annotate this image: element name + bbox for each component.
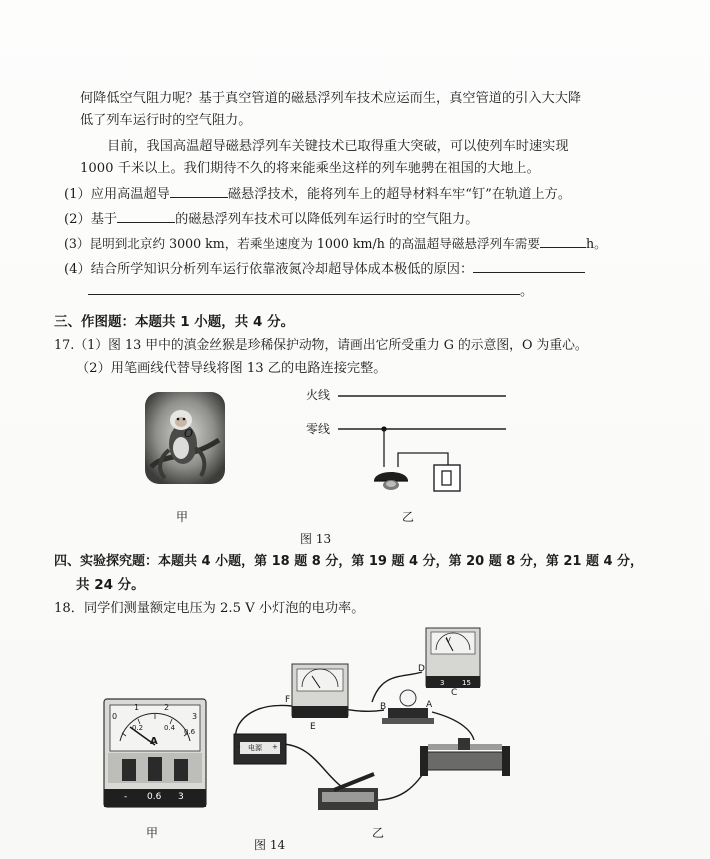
q16-part-1-text-a: (1）应用高温超导 <box>64 187 170 202</box>
fig14-caption: 图 14 <box>254 838 286 852</box>
q17-part-1: 17.（1）图 13 甲中的滇金丝猴是珍稀保护动物，请画出它所受重力 G 的示意图，O 为重心。 <box>54 338 588 353</box>
answer-blank-3[interactable] <box>540 234 586 248</box>
live-wire-label: 火线 <box>306 388 331 402</box>
q16-part-4-text-a: (4）结合所学知识分析列车运行依靠液氮冷却超导体成本极低的原因： <box>64 262 474 277</box>
voltmeter-terminal-15: 15 <box>462 679 471 687</box>
passage-line-4: 1000 千米以上。我们期待不久的将来能乘坐这样的列车驰骋在祖国的大地上。 <box>80 161 540 176</box>
point-label-d: D <box>418 664 425 674</box>
point-label-f: F <box>285 695 291 705</box>
ammeter-tick-0: 0 <box>112 712 118 721</box>
ammeter-tick-1: 1 <box>134 703 140 712</box>
fig13-label-yi: 乙 <box>402 510 415 524</box>
q16-part-2-text-b: 的磁悬浮列车技术可以降低列车运行时的空气阻力。 <box>175 212 479 227</box>
ammeter-tick-0-2: 0.2 <box>132 724 144 732</box>
q16-part-3 <box>64 234 607 253</box>
point-label-e: E <box>310 722 316 732</box>
ammeter-terminal-minus: - <box>124 792 128 802</box>
q16-part-1 <box>64 184 571 204</box>
battery-minus: - <box>238 743 241 751</box>
ammeter-tick-0-6: 0.6 <box>184 728 196 736</box>
q17-part-2: （2）用笔画线代替导线将图 13 乙的电路连接完整。 <box>76 361 387 376</box>
ammeter-symbol: A <box>150 736 158 747</box>
q16-part-3-text-b: h。 <box>585 236 607 251</box>
answer-blank-1[interactable] <box>170 184 228 198</box>
q16-part-3-text-a: (3）昆明到北京约 3000 km，若乘坐速度为 1000 km/h 的高温超导磁悬浮列车需要 <box>64 236 540 251</box>
q16-part-4 <box>64 259 585 279</box>
fig14-label-jia: 甲 <box>146 826 159 840</box>
neutral-wire-label: 零线 <box>306 422 331 436</box>
switch-icon[interactable] <box>434 465 460 491</box>
answer-blank-4a[interactable] <box>473 259 585 273</box>
ammeter-terminal-0-6: 0.6 <box>147 792 162 802</box>
battery-plus: + <box>272 743 278 751</box>
battery-label: 电源 <box>248 744 262 752</box>
q18-text: 18．同学们测量额定电压为 2.5 V 小灯泡的电功率。 <box>54 601 365 616</box>
passage-line-2: 低了列车运行时的空气阻力。 <box>80 113 252 128</box>
point-label-c: C <box>451 688 458 698</box>
point-label-b: B <box>380 702 387 712</box>
q16-part-2-text-a: (2）基于 <box>64 212 118 227</box>
q16-part-2 <box>64 209 478 229</box>
knife-switch-icon <box>318 774 378 810</box>
section-3-header: 三、作图题：本题共 1 小题，共 4 分。 <box>54 314 295 330</box>
fig13-caption: 图 13 <box>300 532 332 546</box>
circuit-diagram <box>330 385 520 500</box>
ammeter-terminal-3: 3 <box>178 792 184 802</box>
fig14-label-yi: 乙 <box>372 826 385 840</box>
q16-part-4-line-2 <box>88 281 533 301</box>
ammeter-tick-3: 3 <box>192 712 198 721</box>
section-4-header-line-1: 四、实验探究题：本题共 4 小题，第 18 题 8 分，第 19 题 4 分，第 20 题 8 分，第 21 题 4 分， <box>54 554 644 569</box>
center-of-gravity-label: O <box>184 427 194 440</box>
answer-blank-4b[interactable] <box>88 281 520 295</box>
answer-blank-2[interactable] <box>117 209 175 223</box>
lamp-icon <box>374 472 408 490</box>
rheostat-icon <box>420 738 510 776</box>
setup-ammeter <box>292 664 348 718</box>
voltmeter-symbol: V <box>446 636 451 644</box>
ammeter-tick-0-4: 0.4 <box>164 724 176 732</box>
q16-part-1-text-b: 磁悬浮技术，能将列车上的超导材料车牢“钉”在轨道上方。 <box>227 187 572 202</box>
fig13-label-jia: 甲 <box>176 510 189 524</box>
point-label-a: A <box>426 700 433 710</box>
section-4-header-line-2: 共 24 分。 <box>76 577 145 593</box>
voltmeter-terminal-3: 3 <box>440 679 445 687</box>
q16-part-4-end: 。 <box>520 284 534 299</box>
setup-voltmeter <box>426 628 480 688</box>
wire-a-to-rheostat <box>432 712 474 740</box>
passage-line-1: 何降低空气阻力呢？基于真空管道的磁悬浮列车技术应运而生，真空管道的引入大大降 <box>80 91 582 106</box>
ammeter-tick-2: 2 <box>164 703 170 712</box>
wire-battery-to-switch <box>280 744 342 787</box>
passage-line-3: 目前，我国高温超导磁悬浮列车关键技术已取得重大突破，可以使列车时速实现 <box>107 139 569 154</box>
experiment-setup <box>222 622 532 822</box>
